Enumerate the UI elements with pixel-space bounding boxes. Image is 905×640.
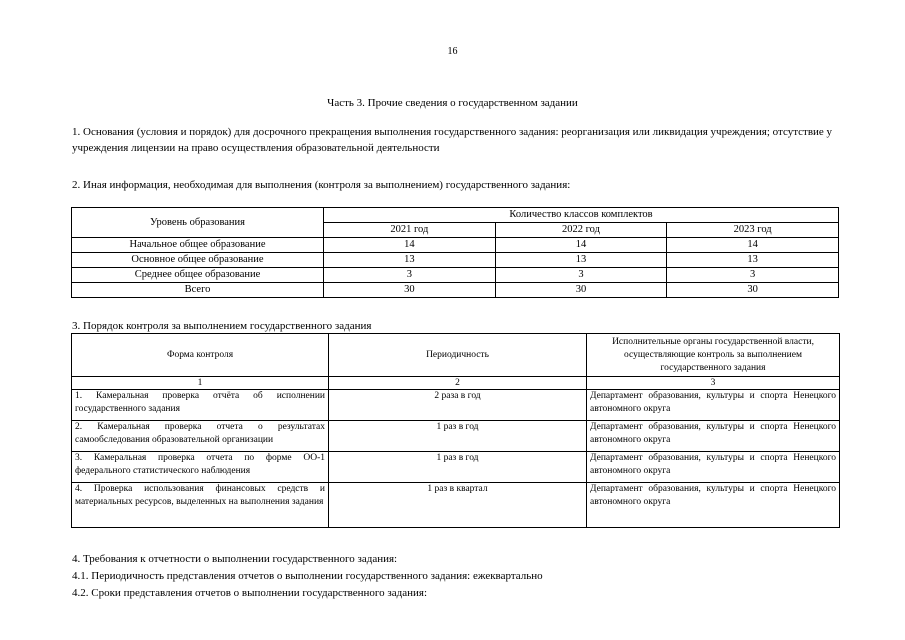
- value-cell: 3: [667, 268, 839, 283]
- value-cell: 14: [667, 238, 839, 253]
- control-body-cell: Департамент образования, культуры и спорта Ненецкого автономного округа: [587, 483, 840, 528]
- level-cell: Основное общее образование: [72, 253, 324, 268]
- header-year: 2021 год: [324, 223, 496, 238]
- header-periodicity: Периодичность: [329, 334, 587, 377]
- table-row: [72, 452, 840, 483]
- control-body-cell: Департамент образования, культуры и спорта Ненецкого автономного округа: [587, 390, 840, 421]
- table-row: [72, 283, 839, 298]
- header-control-form: Форма контроля: [72, 334, 329, 377]
- section-4-1-text: 4.1. Периодичность представления отчетов о выполнении государственного задания: ежеквартально: [72, 570, 543, 582]
- header-control-bodies: Исполнительные органы государственной власти, осуществляющие контроль за выполнением государственного задания: [587, 334, 840, 377]
- periodicity-cell: 1 раз в год: [329, 452, 587, 483]
- level-cell: Среднее общее образование: [72, 268, 324, 283]
- section-1-text: 1. Основания (условия и порядок) для досрочного прекращения выполнения государственного задания: реорганизация или ликвидация учреждения; отсутствие у учреждения лицензии на право осуществления образовательной деятельности: [72, 126, 833, 154]
- level-cell: Всего: [72, 283, 324, 298]
- header-year: 2022 год: [495, 223, 667, 238]
- periodicity-cell: 1 раз в квартал: [329, 483, 587, 528]
- value-cell: 13: [324, 253, 496, 268]
- header-class-count: Количество классов комплектов: [324, 208, 839, 223]
- table-row: [72, 238, 839, 253]
- value-cell: 13: [495, 253, 667, 268]
- part-title: Часть 3. Прочие сведения о государственном задании: [327, 97, 578, 109]
- section-4-text: 4. Требования к отчетности о выполнении государственного задания:: [72, 553, 398, 565]
- periodicity-cell: 2 раза в год: [329, 390, 587, 421]
- control-form-cell: 2. Камеральная проверка отчета о результатах самообследования образовательной организации: [72, 421, 329, 452]
- value-cell: 3: [324, 268, 496, 283]
- value-cell: 3: [495, 268, 667, 283]
- header-level: Уровень образования: [72, 208, 324, 238]
- table-row: [72, 421, 840, 452]
- table-row: [72, 390, 840, 421]
- column-number: 1: [72, 377, 329, 390]
- level-cell: Начальное общее образование: [72, 238, 324, 253]
- page-number: 16: [447, 46, 458, 57]
- value-cell: 30: [667, 283, 839, 298]
- section-2-text: 2. Иная информация, необходимая для выполнения (контроля за выполнением) государственного задания:: [72, 179, 571, 191]
- table-row: [72, 253, 839, 268]
- periodicity-cell: 1 раз в год: [329, 421, 587, 452]
- value-cell: 14: [324, 238, 496, 253]
- section-4-2-text: 4.2. Сроки представления отчетов о выполнении государственного задания:: [72, 587, 428, 599]
- control-body-cell: Департамент образования, культуры и спорта Ненецкого автономного округа: [587, 421, 840, 452]
- header-year: 2023 год: [667, 223, 839, 238]
- table-row: [72, 483, 840, 528]
- control-form-cell: 4. Проверка использования финансовых средств и материальных ресурсов, выделенных на выполнения задания: [72, 483, 329, 528]
- class-count-table: [71, 207, 839, 298]
- table-row: [72, 268, 839, 283]
- control-procedure-table: [71, 333, 840, 528]
- column-number: 2: [329, 377, 587, 390]
- value-cell: 14: [495, 238, 667, 253]
- value-cell: 30: [324, 283, 496, 298]
- section-3-text: 3. Порядок контроля за выполнением государственного задания: [72, 320, 372, 332]
- value-cell: 30: [495, 283, 667, 298]
- column-number: 3: [587, 377, 840, 390]
- value-cell: 13: [667, 253, 839, 268]
- control-form-cell: 1. Камеральная проверка отчёта об исполнении государственного задания: [72, 390, 329, 421]
- control-form-cell: 3. Камеральная проверка отчета по форме ОО-1 федерального статистического наблюдения: [72, 452, 329, 483]
- control-body-cell: Департамент образования, культуры и спорта Ненецкого автономного округа: [587, 452, 840, 483]
